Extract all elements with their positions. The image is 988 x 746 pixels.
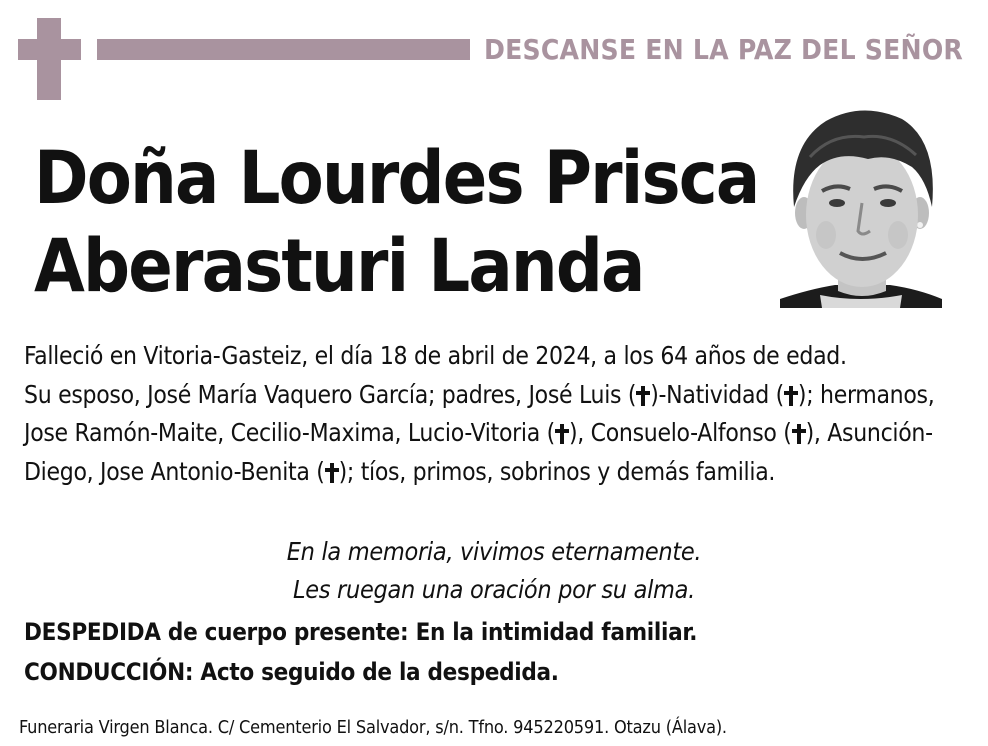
header-text: DESCANSE EN LA PAZ DEL SEÑOR xyxy=(484,33,964,66)
death-notice: Falleció en Vitoria-Gasteiz, el día 18 de abril de 2024, a los 64 años de edad. xyxy=(24,341,847,370)
funeral-home-footer: Funeraria Virgen Blanca. C/ Cementerio El Salvador, s/n. Tfno. 945220591. Otazu (Álava). xyxy=(19,717,727,738)
memorial-phrase xyxy=(0,533,988,609)
header-rule xyxy=(97,39,470,60)
family-text-5: ), Asunción-Diego, Jose Antonio-Benita ( xyxy=(24,418,933,486)
family-text-2: )-Natividad ( xyxy=(650,379,784,409)
latin-cross-icon xyxy=(555,424,569,444)
latin-cross-icon xyxy=(784,386,798,406)
latin-cross-icon xyxy=(636,386,650,406)
name-line-1: Doña Lourdes Prisca xyxy=(34,136,759,221)
procession-info: CONDUCCIÓN: Acto seguido de la despedida. xyxy=(24,658,559,686)
memorial-line-2: Les ruegan una oración por su alma. xyxy=(293,575,695,604)
latin-cross-icon xyxy=(325,463,339,483)
latin-cross-icon xyxy=(792,424,806,444)
notice-body xyxy=(24,337,970,491)
family-text-6: ); tíos, primos, sobrinos y demás familia. xyxy=(338,456,776,486)
family-text-4: ), Consuelo-Alfonso ( xyxy=(568,418,792,447)
family-text-1: Su esposo, José María Vaquero García; padres, José Luis ( xyxy=(24,379,637,409)
name-line-2: Aberasturi Landa xyxy=(34,224,644,309)
family-text-3: ); hermanos, Jose Ramón-Maite, Cecilio-Maxima, Lucio-Vitoria ( xyxy=(24,379,935,447)
header-cross-icon xyxy=(18,18,81,100)
portrait-photo xyxy=(780,103,942,308)
memorial-line-1: En la memoria, vivimos eternamente. xyxy=(286,537,702,566)
family-list xyxy=(24,376,970,492)
deceased-name xyxy=(34,135,758,311)
farewell-info: DESPEDIDA de cuerpo presente: En la intimidad familiar. xyxy=(24,618,698,646)
